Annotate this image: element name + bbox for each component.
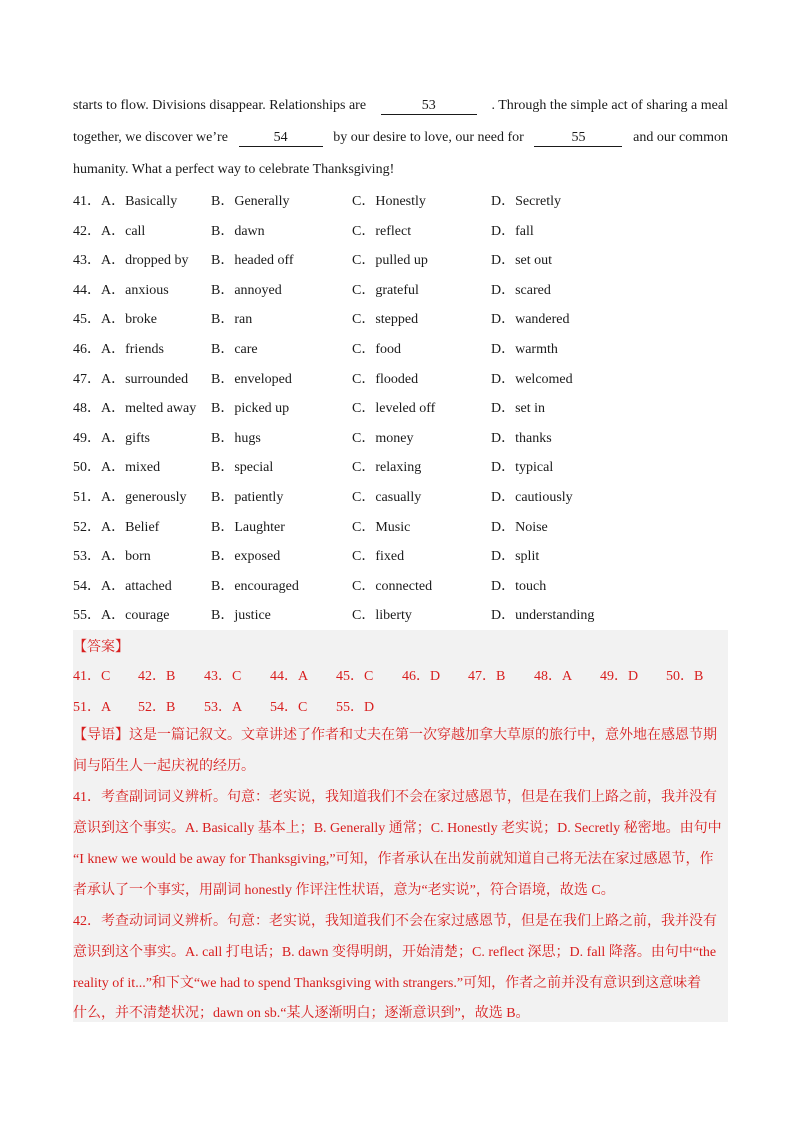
option-a: A．Basically (101, 194, 178, 209)
option-b: B．picked up (211, 401, 290, 417)
option-b: B．exposed (211, 549, 281, 565)
question-number: 46． (73, 342, 101, 357)
option-d: D．Noise (491, 519, 548, 535)
option-d: D．fall (491, 223, 534, 239)
option-d: D．Secretly (491, 194, 561, 209)
passage-text-segment: together, we discover we’re (73, 130, 228, 145)
option-c: C．connected (352, 578, 433, 594)
explanation-line: 者承认了一个事实，用副词 honestly 作评注性状语，意为“老实说”，符合语境，故选 C。 (73, 883, 615, 898)
question-row (73, 308, 733, 328)
answer-item: 50．B (666, 669, 704, 684)
option-c: C．stepped (352, 312, 419, 328)
option-d: D．thanks (491, 430, 552, 446)
option-d: D．touch (491, 578, 547, 594)
explanation-line: 意识到这个事实。A. Basically 基本上；B. Generally 通常；C. Honestly 老实说；D. Secretly 秘密地。由句中 (73, 821, 722, 836)
option-a: A．generously (101, 490, 187, 505)
explanation-41 (73, 879, 728, 901)
answer-item: 55．D (336, 700, 375, 715)
option-b: B．patiently (211, 490, 284, 505)
passage-text-segment: and our common (633, 130, 728, 145)
option-d: D．cautiously (491, 490, 573, 505)
option-c: C．pulled up (352, 253, 428, 269)
option-d: D．welcomed (491, 371, 573, 387)
question-row (73, 427, 733, 447)
question-row (73, 456, 733, 476)
blank-55: 55 (534, 130, 622, 147)
question-number: 43． (73, 253, 101, 269)
question-number: 44． (73, 282, 101, 298)
explanation-line: 什么，并不清楚状况；dawn on sb.“某人逐渐明白；逐渐意识到”，故选 B。 (73, 1006, 530, 1021)
option-d: D．split (491, 549, 540, 565)
explanation-line: 41．考查副词词义辨析。句意：老实说，我知道我们不会在家过感恩节，但是在我们上路之前，我并没有 (73, 790, 717, 805)
passage-text-segment: by our desire to love, our need for (333, 130, 524, 145)
blank-54: 54 (239, 130, 323, 147)
explanation-42 (73, 910, 728, 932)
option-b: B．encouraged (211, 578, 299, 594)
answer-item: 52．B (138, 700, 176, 715)
passage-line-1 (73, 98, 728, 118)
explanation-line: “I knew we would be away for Thanksgiving,”可知，作者承认在出发前就知道自己将无法在家过感恩节，作 (73, 852, 714, 867)
option-b: B．headed off (211, 253, 294, 269)
explanation-42 (73, 941, 728, 963)
explanation-line: 42．考查动词词义辨析。句意：老实说，我知道我们不会在家过感恩节，但是在我们上路之前，我并没有 (73, 914, 717, 929)
answer-row-2 (73, 696, 728, 718)
option-d: D．typical (491, 460, 554, 476)
question-number: 42． (73, 223, 101, 239)
passage-text-segment: starts to flow. Divisions disappear. Relationships are (73, 98, 367, 113)
answer-heading: 【答案】 (73, 640, 129, 655)
question-number: 51． (73, 490, 101, 505)
explanation-line: 意识到这个事实。A. call 打电话；B. dawn 变得明朗，开始清楚；C. reflect 深思；D. fall 降落。由句中“the (73, 945, 717, 960)
option-a: A．broke (101, 312, 157, 328)
option-a: A．anxious (101, 282, 169, 298)
question-number: 45． (73, 312, 101, 328)
option-b: B．Generally (211, 194, 290, 209)
answer-item: 51．A (73, 700, 112, 715)
option-a: A．Belief (101, 519, 160, 535)
question-row (73, 545, 733, 565)
option-d: D．scared (491, 282, 551, 298)
option-d: D．understanding (491, 608, 595, 624)
option-b: B．hugs (211, 430, 261, 446)
intro-line: 【导语】这是一篇记叙文。文章讲述了作者和丈夫在第一次穿越加拿大草原的旅行中，意外地在感恩节期 (73, 728, 717, 743)
option-a: A．surrounded (101, 371, 189, 387)
option-c: C．leveled off (352, 401, 436, 417)
answer-item: 44．A (270, 669, 309, 684)
answer-item: 46．D (402, 669, 441, 684)
option-d: D．set in (491, 401, 546, 417)
passage-text-segment: . Through the simple act of sharing a meal (491, 98, 728, 113)
option-c: C．Music (352, 519, 411, 535)
explanation-42 (73, 972, 728, 994)
question-row (73, 249, 733, 269)
question-row (73, 279, 733, 299)
explanation-42 (73, 1002, 728, 1024)
question-row (73, 486, 733, 506)
option-c: C．liberty (352, 608, 412, 624)
option-a: A．call (101, 223, 146, 239)
option-a: A．mixed (101, 460, 161, 476)
option-a: A．melted away (101, 401, 197, 417)
option-d: D．set out (491, 253, 553, 269)
option-c: C．casually (352, 490, 422, 505)
option-c: C．money (352, 430, 414, 446)
option-b: B．annoyed (211, 282, 282, 298)
option-c: C．grateful (352, 282, 419, 298)
option-c: C．relaxing (352, 460, 422, 476)
question-row (73, 190, 733, 210)
answer-item: 53．A (204, 700, 243, 715)
option-c: C．Honestly (352, 194, 426, 209)
explanation-41 (73, 786, 728, 808)
question-row (73, 575, 733, 595)
option-d: D．wandered (491, 312, 570, 328)
option-b: B．dawn (211, 223, 265, 239)
question-number: 50． (73, 460, 101, 476)
option-a: A．born (101, 549, 151, 565)
option-b: B．care (211, 342, 258, 357)
question-number: 53． (73, 549, 101, 565)
option-a: A．attached (101, 578, 172, 594)
question-row (73, 338, 733, 358)
question-number: 41． (73, 194, 101, 209)
blank-53: 53 (381, 98, 477, 115)
option-a: A．courage (101, 608, 170, 624)
option-a: A．friends (101, 342, 164, 357)
option-b: B．enveloped (211, 371, 292, 387)
question-row (73, 397, 733, 417)
answer-item: 48．A (534, 669, 573, 684)
question-number: 48． (73, 401, 101, 417)
question-number: 52． (73, 519, 101, 535)
intro-paragraph (73, 724, 728, 746)
option-b: B．Laughter (211, 519, 285, 535)
passage-line-3 (73, 162, 728, 182)
question-row (73, 516, 733, 536)
answer-item: 54．C (270, 700, 308, 715)
option-a: A．gifts (101, 430, 150, 446)
explanation-41 (73, 817, 728, 839)
passage-text-segment: humanity. What a perfect way to celebrate Thanksgiving! (73, 162, 395, 177)
intro-line: 间与陌生人一起庆祝的经历。 (73, 759, 255, 774)
answer-row-1 (73, 665, 728, 687)
question-number: 49． (73, 430, 101, 446)
option-b: B．ran (211, 312, 253, 328)
question-number: 54． (73, 578, 101, 594)
explanation-41 (73, 848, 728, 870)
answer-item: 47．B (468, 669, 506, 684)
answer-item: 49．D (600, 669, 639, 684)
option-c: C．reflect (352, 223, 412, 239)
option-c: C．flooded (352, 371, 419, 387)
intro-paragraph-cont (73, 755, 728, 777)
option-a: A．dropped by (101, 253, 189, 269)
answer-section (73, 630, 728, 1022)
question-row (73, 604, 733, 624)
question-number: 55． (73, 608, 101, 624)
question-row (73, 220, 733, 240)
question-row (73, 368, 733, 388)
passage-line-2 (73, 130, 728, 150)
explanation-line: reality of it...”和下文“we had to spend Thanksgiving with strangers.”可知，作者之前并没有意识到这意味着 (73, 976, 702, 991)
option-b: B．special (211, 460, 274, 476)
answer-item: 42．B (138, 669, 176, 684)
option-d: D．warmth (491, 342, 558, 357)
answer-item: 41．C (73, 669, 111, 684)
option-b: B．justice (211, 608, 271, 624)
answer-item: 45．C (336, 669, 374, 684)
option-c: C．fixed (352, 549, 405, 565)
question-number: 47． (73, 371, 101, 387)
option-c: C．food (352, 342, 401, 357)
answer-item: 43．C (204, 669, 242, 684)
